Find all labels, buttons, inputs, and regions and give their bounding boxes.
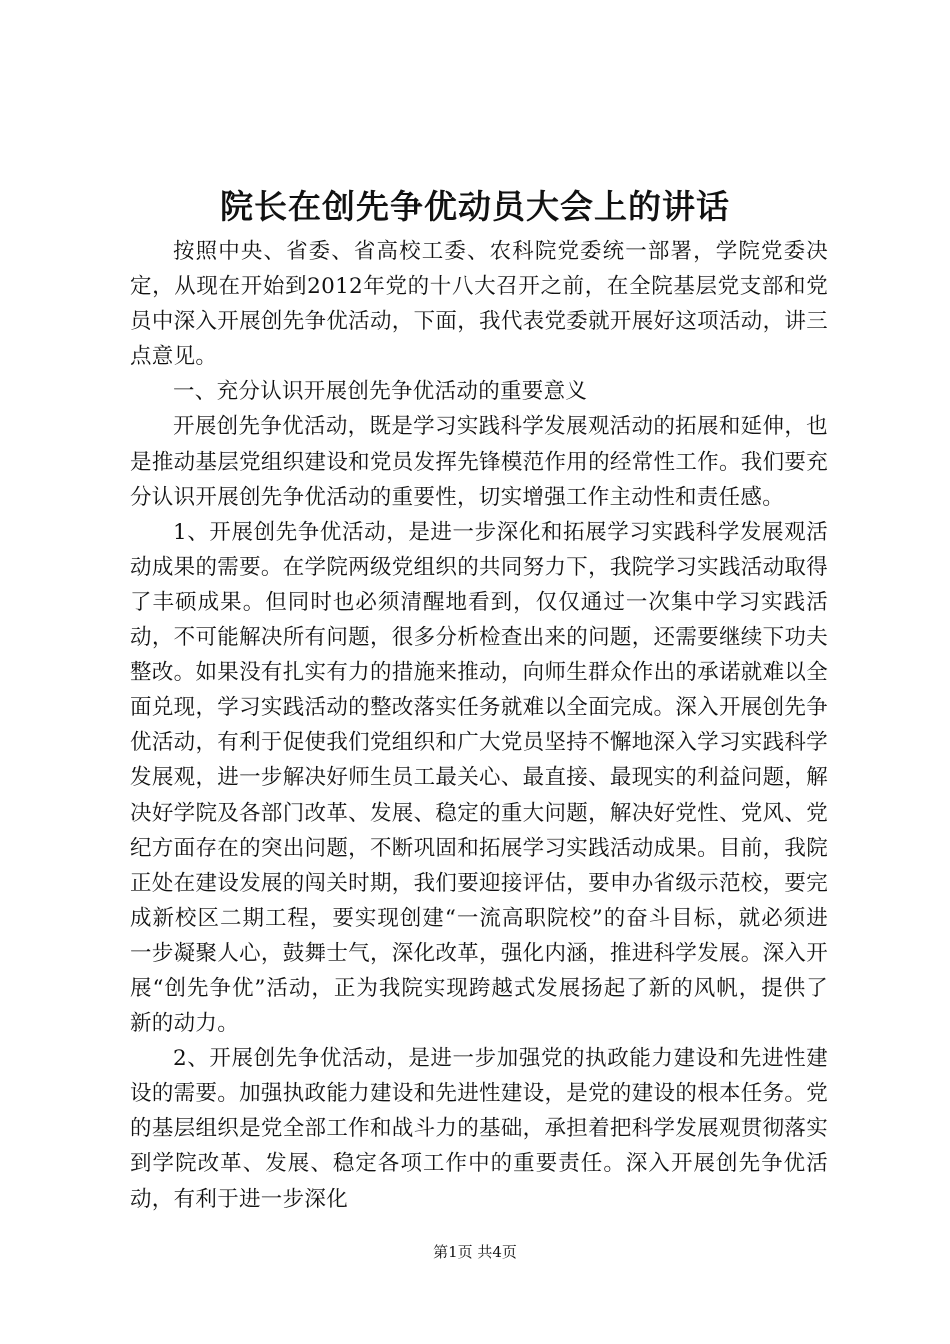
page-number-footer: 第1页 共4页 xyxy=(433,1243,517,1261)
paragraph-section-1-intro: 开展创先争优活动，既是学习实践科学发展观活动的拓展和延伸，也是推动基层党组织建设和党员发挥先锋模范作用的经常性工作。我们要充分认识开展创先争优活动的重要性，切实增强工作主动性和责任感。 xyxy=(130,414,828,510)
section-heading-1: 一、充分认识开展创先争优活动的重要意义 xyxy=(173,379,588,405)
paragraph-point-2: 2、开展创先争优活动，是进一步加强党的执政能力建设和先进性建设的需要。加强执政能力建设和先进性建设，是党的建设的根本任务。党的基层组织是党全部工作和战斗力的基础，承担着把科学发展观贯彻落实到学院改革、发展、稳定各项工作中的重要责任。深入开展创先争优活动，有利于进一步深化 xyxy=(130,1046,828,1212)
document-title: 院长在创先争优动员大会上的讲话 xyxy=(220,187,730,226)
paragraph-intro: 按照中央、省委、省高校工委、农科院党委统一部署，学院党委决定，从现在开始到2012年党的十八大召开之前，在全院基层党支部和党员中深入开展创先争优活动，下面，我代表党委就开展好这项活动，讲三点意见。 xyxy=(130,239,828,370)
document-body xyxy=(130,234,828,1217)
paragraph-point-1: 1、开展创先争优活动，是进一步深化和拓展学习实践科学发展观活动成果的需要。在学院两级党组织的共同努力下，我院学习实践活动取得了丰硕成果。但同时也必须清醒地看到，仅仅通过一次集中学习实践活动，不可能解决所有问题，很多分析检查出来的问题，还需要继续下功夫整改。如果没有扎实有力的措施来推动，向师生群众作出的承诺就难以全面兑现，学习实践活动的整改落实任务就难以全面完成。深入开展创先争优活动，有利于促使我们党组织和广大党员坚持不懈地深入学习实践科学发展观，进一步解决好师生员工最关心、最直接、最现实的利益问题，解决好学院及各部门改革、发展、稳定的重大问题，解决好党性、党风、党纪方面存在的突出问题，不断巩固和拓展学习实践活动成果。目前，我院正处在建设发展的闯关时期，我们要迎接评估，要申办省级示范校，要完成新校区二期工程，要实现创建“一流高职院校”的奋斗目标，就必须进一步凝聚人心，鼓舞士气，深化改革，强化内涵，推进科学发展。深入开展“创先争优”活动，正为我院实现跨越式发展扬起了新的风帆，提供了新的动力。 xyxy=(130,519,828,1037)
